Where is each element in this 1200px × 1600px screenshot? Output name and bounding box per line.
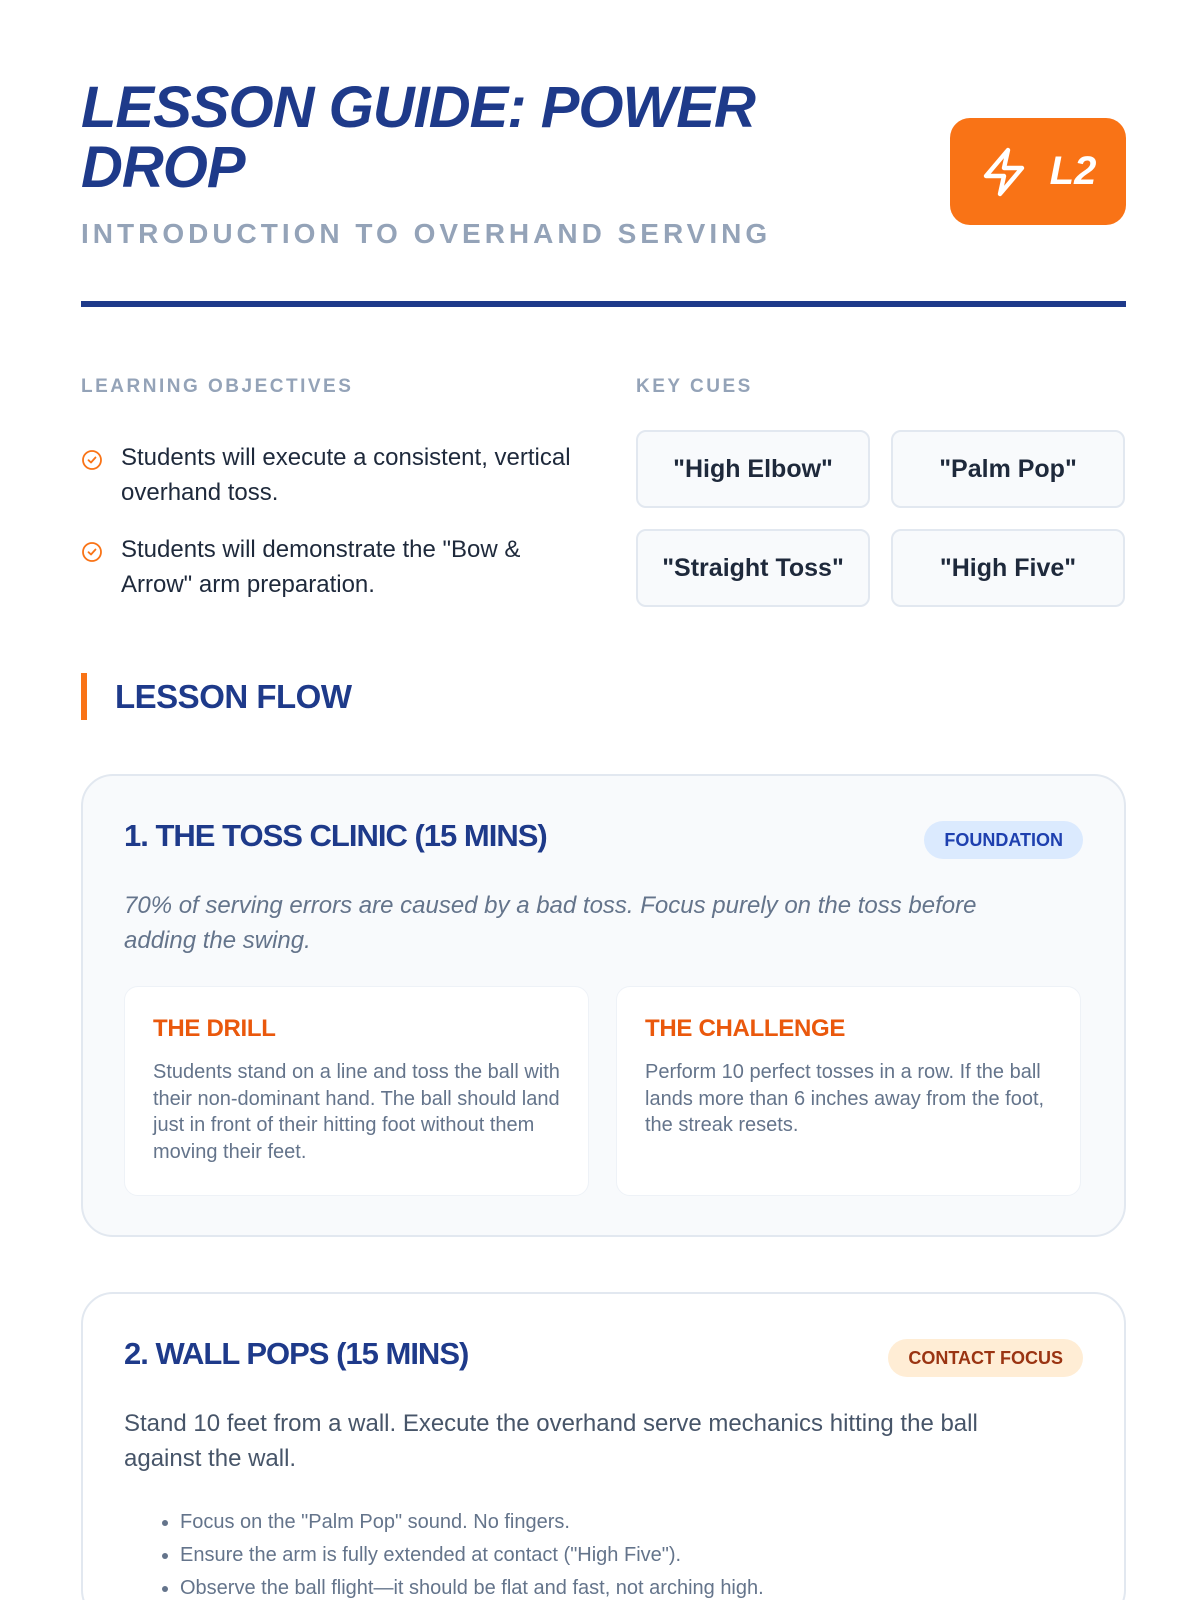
- level-label: L2: [1049, 149, 1097, 193]
- lesson-header: [81, 75, 1126, 308]
- lightning-bolt-icon: [980, 146, 1028, 198]
- drill-title: THE DRILL: [153, 1015, 276, 1042]
- segment-bullets: [154, 1506, 1074, 1600]
- key-cues: [636, 376, 1126, 607]
- segment-tag: FOUNDATION: [924, 821, 1083, 859]
- list-item: • Observe the ball flight—it should be flat and fast, not arching high.: [180, 1572, 1074, 1600]
- segment-title: 1. THE TOSS CLINIC (15 MINS): [124, 818, 547, 853]
- cue-card: "Palm Pop": [891, 430, 1125, 508]
- cue-card: "Straight Toss": [636, 529, 870, 607]
- drill-text: Students stand on a line and toss the ball with their non-dominant hand. The ball should land just in front of their hitting foot without them moving their feet.: [153, 1061, 560, 1163]
- list-item: [81, 440, 581, 510]
- list-item: [81, 532, 581, 602]
- header-divider: [81, 301, 1126, 307]
- segment-description: 70% of serving errors are caused by a bad toss. Focus purely on the toss before adding the swing.: [124, 892, 977, 954]
- check-circle-icon: [81, 449, 103, 471]
- list-item: • Ensure the arm is fully extended at contact ("High Five").: [180, 1539, 1074, 1572]
- accent-bar: [81, 673, 87, 720]
- objective-text: Students will demonstrate the "Bow & Arrow" arm preparation.: [121, 536, 521, 598]
- section-title: LESSON FLOW: [115, 677, 352, 715]
- challenge-box: [616, 986, 1081, 1196]
- challenge-title: THE CHALLENGE: [645, 1015, 846, 1042]
- objectives-list: [81, 440, 581, 602]
- page-subtitle: INTRODUCTION TO OVERHAND SERVING: [81, 218, 772, 249]
- lesson-flow-heading: [81, 673, 352, 720]
- segment-title: 2. WALL POPS (15 MINS): [124, 1336, 469, 1371]
- drill-box: [124, 986, 589, 1196]
- level-badge: [950, 118, 1126, 225]
- cues-heading: KEY CUES: [636, 376, 753, 397]
- segment-tag: CONTACT FOCUS: [888, 1339, 1083, 1377]
- segment-card-wall-pops: [81, 1292, 1126, 1600]
- objective-text: Students will execute a consistent, vertical overhand toss.: [121, 444, 571, 506]
- check-circle-icon: [81, 541, 103, 563]
- list-item: • Focus on the "Palm Pop" sound. No fingers.: [180, 1506, 1074, 1539]
- objectives-heading: LEARNING OBJECTIVES: [81, 376, 354, 397]
- segment-card-toss-clinic: [81, 774, 1126, 1237]
- page-title: LESSON GUIDE: POWER DROP: [81, 75, 755, 200]
- challenge-text: Perform 10 perfect tosses in a row. If the ball lands more than 6 inches away from the foot, the streak resets.: [645, 1061, 1045, 1136]
- learning-objectives: [81, 376, 581, 624]
- cue-card: "High Elbow": [636, 430, 870, 508]
- cue-grid: [636, 430, 1126, 607]
- cue-card: "High Five": [891, 529, 1125, 607]
- segment-description: Stand 10 feet from a wall. Execute the overhand serve mechanics hitting the ball against the wall.: [124, 1410, 978, 1472]
